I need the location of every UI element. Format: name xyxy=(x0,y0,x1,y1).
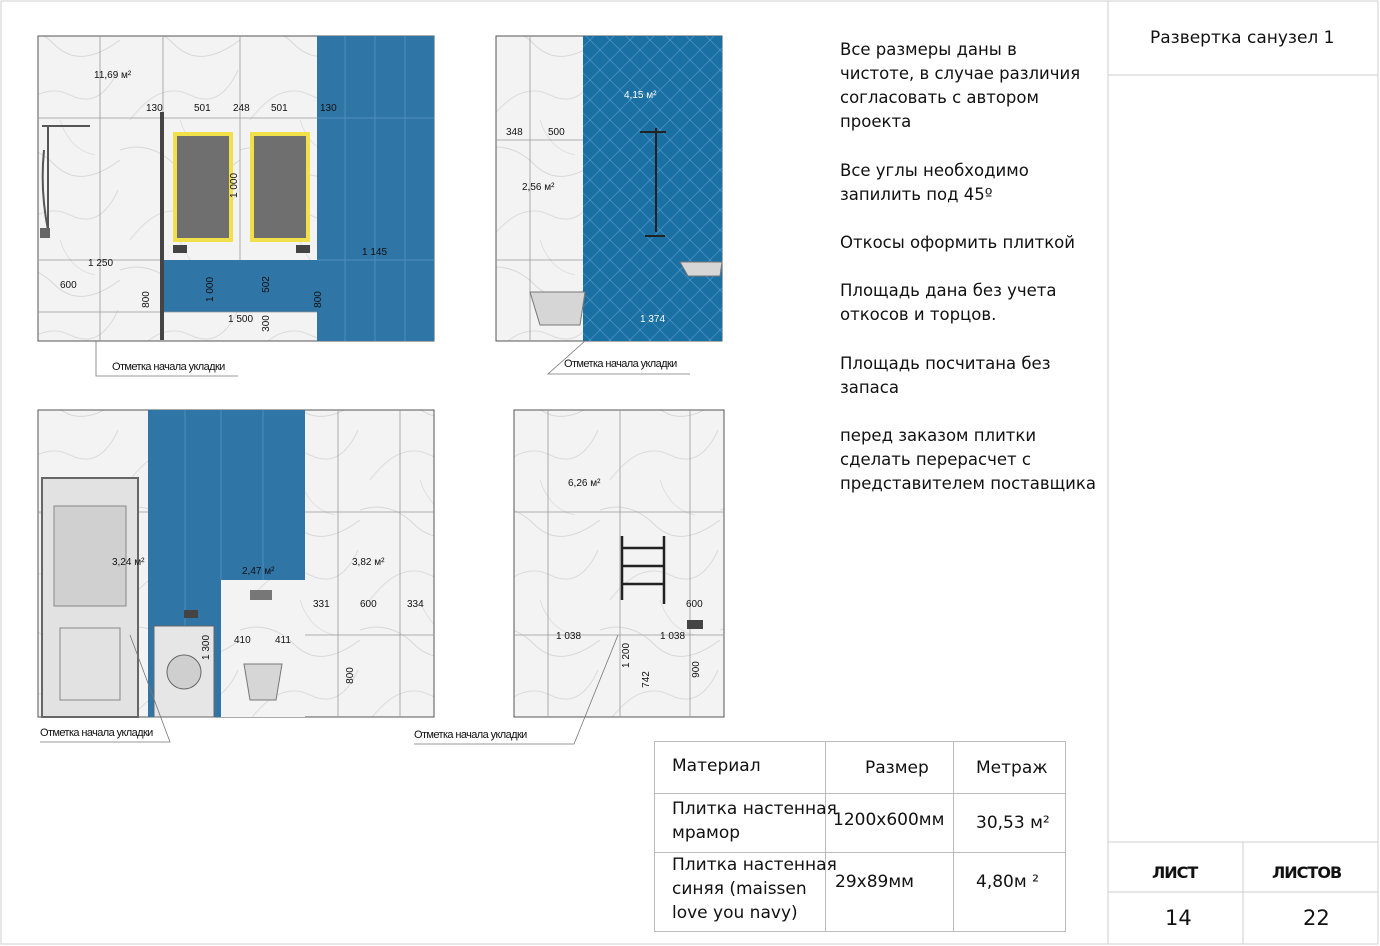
e3-dim-334: 334 xyxy=(407,599,424,610)
sheets-label: ЛИСТОВ xyxy=(1272,863,1342,882)
note-corners: Все углы необходимо запилить под 45º xyxy=(840,161,1029,204)
e4-area: 6,26 м² xyxy=(568,478,601,489)
note-dimensions: Все размеры даны в чистоте, в случае различия согласовать с автором проекта xyxy=(840,40,1081,131)
e1-area-label: 11,69 м² xyxy=(94,70,132,81)
row2-size: 29х89мм xyxy=(835,872,914,892)
e3-area-mid: 2,47 м² xyxy=(242,566,275,577)
e1-dim-1145: 1 145 xyxy=(362,247,388,258)
e2-area-blue: 4,15 м² xyxy=(624,90,657,101)
start-mark-label-4: Отметка начала укладки xyxy=(414,729,527,741)
e3-dim-410: 410 xyxy=(234,635,251,646)
e3-dim-800: 800 xyxy=(344,667,356,684)
e3-area-right: 3,82 м² xyxy=(352,557,385,568)
row1-amount: 30,53 м² xyxy=(976,813,1050,833)
row1-material: Плитка настенная мрамор xyxy=(672,799,837,843)
e1-dim-248: 248 xyxy=(233,103,250,114)
e1-dim-502: 502 xyxy=(260,276,272,293)
start-mark-label-3: Отметка начала укладки xyxy=(40,727,153,739)
e2-dim-348: 348 xyxy=(506,127,523,138)
start-mark-label-2: Отметка начала укладки xyxy=(564,358,677,370)
e2-area-marble: 2,56 м² xyxy=(522,182,555,193)
e1-dim-1250: 1 250 xyxy=(88,258,114,269)
e3-dim-331: 331 xyxy=(313,599,330,610)
e1-dim-300: 300 xyxy=(260,315,272,332)
header-size: Размер xyxy=(865,758,929,778)
e1-dim-1500: 1 500 xyxy=(228,314,254,325)
row2-material: Плитка настенная синяя (maissen love you navy) xyxy=(672,855,837,923)
note-recalc: перед заказом плитки сделать перерасчет с представителем поставщика xyxy=(840,426,1096,493)
note-slopes: Откосы оформить плиткой xyxy=(840,233,1075,252)
e4-dim-600: 600 xyxy=(686,599,703,610)
sheet-number: 14 xyxy=(1165,906,1192,930)
e4-dim-900: 900 xyxy=(690,661,702,678)
e4-dim-1200: 1 200 xyxy=(621,642,633,669)
e3-dim-411: 411 xyxy=(275,635,291,646)
e1-dim-600: 600 xyxy=(60,280,77,291)
e3-dim-600: 600 xyxy=(360,599,377,610)
row2-amount: 4,80м ² xyxy=(976,872,1039,892)
header-amount: Метраж xyxy=(976,758,1048,778)
e1-dim-130b: 130 xyxy=(320,103,337,114)
e1-dim-501a: 501 xyxy=(194,103,211,114)
e2-dim-500: 500 xyxy=(548,127,565,138)
e3-area-left: 3,24 м² xyxy=(112,557,145,568)
e4-dim-742: 742 xyxy=(640,671,652,688)
e1-dim-800b: 800 xyxy=(312,291,324,308)
row1-size: 1200х600мм xyxy=(833,810,945,830)
e1-dim-501b: 501 xyxy=(271,103,288,114)
sheet-label: ЛИСТ xyxy=(1152,863,1198,882)
e1-dim-1000b: 1 000 xyxy=(205,276,217,303)
e3-dim-1300: 1 300 xyxy=(201,634,213,661)
e1-dim-1000a: 1 000 xyxy=(229,172,241,199)
e4-dim-1038b: 1 038 xyxy=(660,631,686,642)
sheet-title: Развертка санузел 1 xyxy=(1150,28,1335,48)
e4-dim-1038a: 1 038 xyxy=(556,631,582,642)
e1-dim-800a: 800 xyxy=(140,291,152,308)
sheets-total: 22 xyxy=(1303,906,1330,930)
start-mark-label-1: Отметка начала укладки xyxy=(112,361,225,373)
header-material: Материал xyxy=(672,756,761,776)
note-area-no-reserve: Площадь посчитана без запаса xyxy=(840,354,1051,397)
material-table xyxy=(654,741,1066,932)
e1-dim-130a: 130 xyxy=(146,103,163,114)
e2-dim-1374: 1 374 xyxy=(640,314,666,325)
note-area-excl: Площадь дана без учета откосов и торцов. xyxy=(840,281,1057,324)
